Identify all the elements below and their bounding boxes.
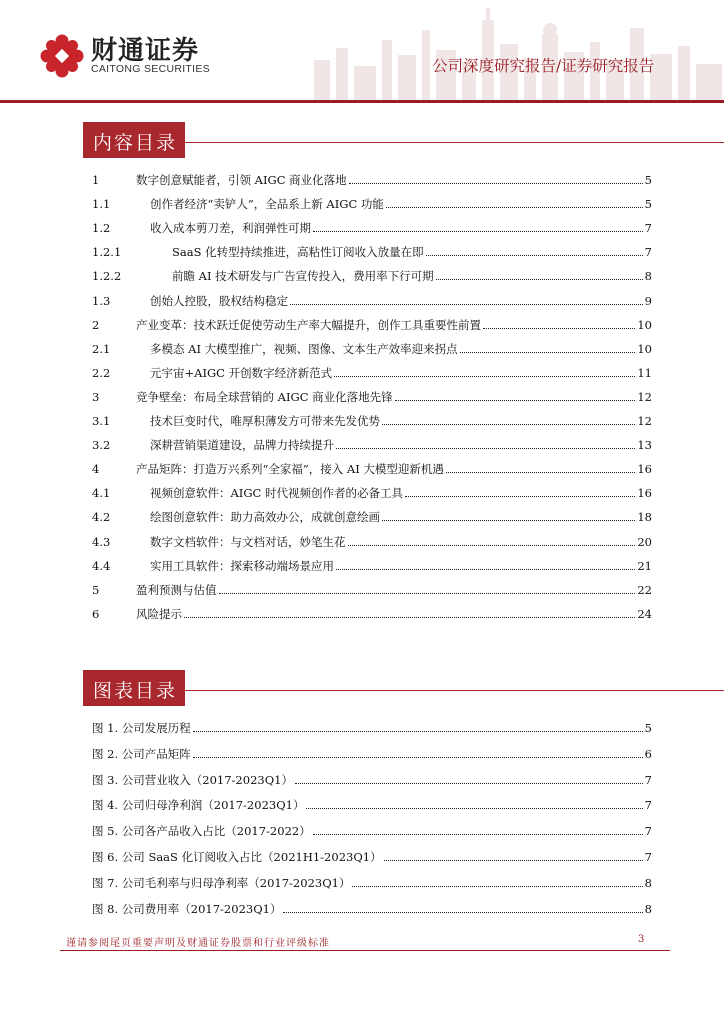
toc-leader-dots — [395, 399, 636, 401]
toc-entry[interactable] — [92, 220, 652, 236]
toc-entry-page: 10 — [637, 341, 652, 356]
figure-entry-title: 图 3. 公司营业收入（2017-2023Q1） — [92, 772, 293, 787]
toc-entry[interactable] — [92, 485, 652, 501]
brand-name-en: CAITONG SECURITIES — [91, 63, 210, 75]
figure-entry-title: 图 6. 公司 SaaS 化订阅收入占比（2021H1-2023Q1） — [92, 850, 382, 864]
figure-entry-title: 图 5. 公司各产品收入占比（2017-2022） — [92, 824, 311, 839]
figure-entry[interactable] — [92, 875, 652, 891]
toc-entry-page: 11 — [637, 365, 652, 380]
toc-entry-number: 1.3 — [92, 293, 111, 308]
toc-leader-dots — [336, 447, 635, 449]
toc-leader-dots — [313, 230, 643, 232]
footer-divider — [60, 950, 670, 951]
toc-leader-dots — [184, 616, 635, 618]
toc-entry-title: 视频创意软件：AIGC 时代视频创作者的必备工具 — [150, 486, 403, 501]
figure-entry-title: 图 1. 公司发展历程 — [92, 721, 191, 735]
figure-entry-title: 图 4. 公司归母净利润（2017-2023Q1） — [92, 798, 305, 813]
toc-entry-page: 12 — [637, 414, 652, 428]
toc-entry[interactable] — [92, 606, 652, 622]
toc-entry[interactable] — [92, 389, 652, 405]
figures-heading: 图表目录 — [93, 680, 178, 702]
toc-entry[interactable] — [92, 582, 652, 598]
toc-entry-number: 1.2.2 — [92, 269, 122, 284]
toc-entry-page: 9 — [644, 293, 652, 308]
toc-entry[interactable] — [92, 196, 652, 212]
toc-entry-title: 产品矩阵：打造万兴系列“全家福”，接入 AI 大模型迎新机遇 — [136, 462, 444, 477]
toc-leader-dots — [426, 254, 643, 256]
toc-leader-dots — [382, 423, 635, 425]
toc-entry[interactable] — [92, 293, 652, 309]
toc-entry-title: SaaS 化转型持续推进，高粘性订阅收入放量在即 — [172, 245, 424, 260]
figure-leader-dots — [193, 730, 643, 732]
toc-entry-title: 竞争壁垒：布局全球营销的 AIGC 商业化落地先锋 — [136, 389, 393, 404]
figure-entry[interactable] — [92, 823, 652, 839]
toc-entry-page: 16 — [637, 462, 652, 477]
figure-entry-page: 7 — [644, 798, 652, 813]
figure-entry-title: 图 2. 公司产品矩阵 — [92, 746, 191, 761]
toc-entry-title: 盈利预测与估值 — [136, 582, 217, 597]
page-number: 3 — [638, 934, 645, 945]
toc-entry[interactable] — [92, 172, 652, 188]
toc-leader-dots — [386, 206, 643, 208]
figure-entry[interactable] — [92, 772, 652, 788]
toc-entry-page: 16 — [637, 486, 652, 501]
page-header — [0, 0, 724, 106]
toc-leader-dots — [483, 327, 635, 329]
toc-entry[interactable] — [92, 413, 652, 429]
toc-entry-number: 1 — [92, 173, 100, 187]
toc-entry-title: 元宇宙+AIGC 开创数字经济新范式 — [150, 365, 333, 380]
toc-entry-page: 7 — [644, 245, 652, 260]
figure-entry-title: 图 7. 公司毛利率与归母净利率（2017-2023Q1） — [92, 875, 351, 890]
toc-entry-title: 创始人控股，股权结构稳定 — [150, 293, 288, 308]
toc-entry-page: 18 — [637, 510, 652, 525]
toc-entry[interactable] — [92, 244, 652, 260]
figure-leader-dots — [352, 885, 642, 887]
figure-entry[interactable] — [92, 849, 652, 865]
toc-entry-number: 2.1 — [92, 341, 111, 356]
toc-leader-dots — [436, 278, 643, 280]
brand-name-cn: 财通证券 — [91, 36, 200, 66]
toc-leader-dots — [382, 519, 635, 521]
toc-entry-page: 12 — [637, 389, 652, 404]
toc-entry-title: 实用工具软件：探索移动端场景应用 — [150, 558, 334, 573]
toc-leader-dots — [405, 495, 635, 497]
toc-entry-number: 6 — [92, 606, 100, 621]
toc-entry-title: 绘图创意软件：助力高效办公，成就创意绘画 — [150, 510, 380, 525]
report-type-label: 公司深度研究报告/证券研究报告 — [432, 57, 655, 75]
figure-leader-dots — [313, 833, 643, 835]
toc-leader-dots — [348, 544, 636, 546]
figure-entry-page: 5 — [644, 721, 652, 735]
toc-entry-page: 13 — [637, 438, 652, 453]
toc-entry[interactable] — [92, 365, 652, 381]
figure-entry[interactable] — [92, 797, 652, 813]
city-skyline-watermark — [294, 0, 724, 100]
figure-entry-page: 8 — [644, 875, 652, 890]
toc-entry-page: 7 — [644, 221, 652, 236]
toc-entry-number: 4 — [92, 462, 100, 477]
toc-leader-dots — [334, 375, 635, 377]
toc-entry-number: 1.2 — [92, 221, 111, 236]
toc-entry-number: 3 — [92, 389, 100, 404]
disclaimer-note: 谨请参阅尾页重要声明及财通证券股票和行业评级标准 — [66, 938, 330, 949]
figure-leader-dots — [295, 782, 643, 784]
figure-leader-dots — [384, 859, 643, 861]
toc-entry-title: 数字创意赋能者，引领 AIGC 商业化落地 — [136, 173, 347, 187]
figure-entry-page: 7 — [644, 850, 652, 864]
figure-leader-dots — [283, 911, 642, 913]
figure-entry-page: 7 — [644, 824, 652, 839]
toc-entry[interactable] — [92, 558, 652, 574]
toc-entry-page: 22 — [637, 582, 652, 597]
toc-entry-title: 产业变革：技术跃迁促使劳动生产率大幅提升，创作工具重要性前置 — [136, 317, 481, 332]
toc-entry-title: 创作者经济“卖铲人”，全品系上新 AIGC 功能 — [150, 197, 384, 212]
toc-entry-page: 10 — [637, 317, 652, 332]
toc-entry-number: 1.1 — [92, 197, 111, 212]
toc-entry-title: 风险提示 — [136, 606, 182, 621]
toc-entry[interactable] — [92, 534, 652, 550]
figure-leader-dots — [306, 807, 642, 809]
toc-entry-title: 数字文档软件：与文档对话，妙笔生花 — [150, 534, 346, 549]
toc-leader-dots — [446, 471, 635, 473]
toc-entry-number: 1.2.1 — [92, 245, 122, 260]
figure-entry-title: 图 8. 公司费用率（2017-2023Q1） — [92, 901, 282, 916]
toc-entry[interactable] — [92, 509, 652, 525]
toc-entry-title: 收入成本剪刀差，利润弹性可期 — [150, 221, 311, 236]
toc-entry-number: 3.1 — [92, 414, 111, 428]
figure-entry[interactable] — [92, 746, 652, 762]
figure-entry-page: 6 — [644, 746, 652, 761]
toc-leader-dots — [349, 182, 643, 184]
toc-entry-page: 5 — [644, 173, 652, 187]
toc-entry-number: 3.2 — [92, 438, 111, 453]
toc-entry-page: 8 — [644, 269, 652, 284]
toc-entry-title: 多模态 AI 大模型推广，视频、图像、文本生产效率迎来拐点 — [150, 341, 458, 356]
figure-entry[interactable] — [92, 720, 652, 736]
toc-leader-dots — [336, 568, 635, 570]
toc-entry-title: 技术巨变时代，唯厚积薄发方可带来先发优势 — [150, 414, 380, 428]
toc-entry-number: 4.2 — [92, 510, 111, 525]
toc-entry[interactable] — [92, 317, 652, 333]
toc-entry-page: 24 — [637, 606, 652, 621]
toc-leader-dots — [460, 351, 636, 353]
toc-entry[interactable] — [92, 268, 652, 284]
toc-entry-title: 前瞻 AI 技术研发与广告宣传投入，费用率下行可期 — [172, 269, 434, 284]
toc-entry-number: 4.4 — [92, 558, 111, 573]
toc-entry-number: 4.3 — [92, 534, 111, 549]
toc-entry-title: 深耕营销渠道建设，品牌力持续提升 — [150, 438, 334, 453]
contents-heading: 内容目录 — [93, 132, 178, 154]
toc-entry-number: 4.1 — [92, 486, 111, 501]
toc-entry-number: 5 — [92, 582, 100, 597]
header-divider — [0, 100, 724, 103]
toc-entry-page: 5 — [644, 197, 652, 212]
toc-entry-number: 2.2 — [92, 365, 111, 380]
toc-entry-page: 20 — [637, 534, 652, 549]
toc-entry-page: 21 — [637, 558, 652, 573]
toc-entry-number: 2 — [92, 317, 100, 332]
figure-entry[interactable] — [92, 901, 652, 917]
figure-entry-page: 7 — [644, 772, 652, 787]
toc-entry[interactable] — [92, 437, 652, 453]
toc-entry[interactable] — [92, 341, 652, 357]
caitong-logo-icon — [40, 34, 84, 78]
toc-leader-dots — [219, 592, 636, 594]
figure-entry-page: 8 — [644, 901, 652, 916]
toc-leader-dots — [290, 303, 643, 305]
toc-entry[interactable] — [92, 461, 652, 477]
figure-leader-dots — [193, 756, 643, 758]
